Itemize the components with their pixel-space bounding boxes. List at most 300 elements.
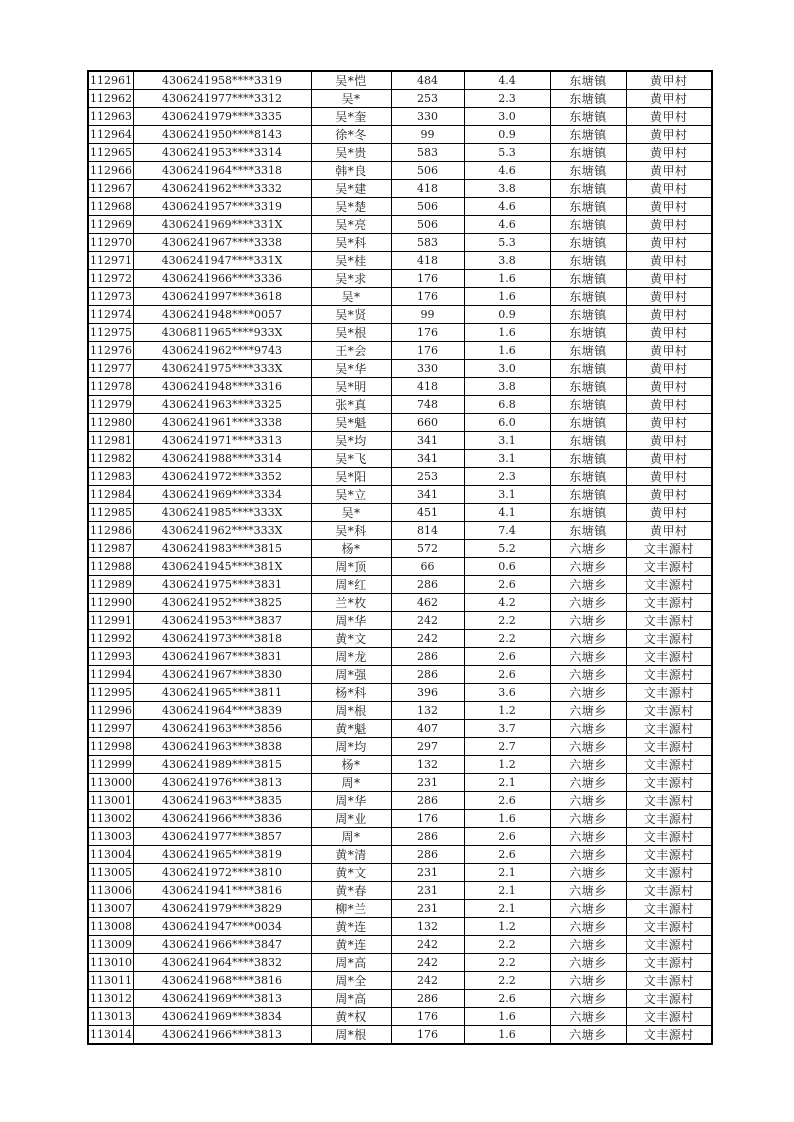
cell-id-number: 4306241963****3838: [133, 738, 311, 756]
cell-sequence-number: 112964: [88, 126, 133, 144]
cell-town: 东塘镇: [550, 396, 626, 414]
cell-village: 文丰源村: [626, 828, 712, 846]
table-row: [88, 234, 712, 252]
cell-town: 东塘镇: [550, 108, 626, 126]
cell-sequence-number: 112987: [88, 540, 133, 558]
cell-village: 文丰源村: [626, 684, 712, 702]
cell-name: 吴*奎: [311, 108, 391, 126]
table-row: [88, 936, 712, 954]
cell-name: 周*强: [311, 666, 391, 684]
cell-sequence-number: 112985: [88, 504, 133, 522]
cell-name: 吴*华: [311, 360, 391, 378]
table-row: [88, 540, 712, 558]
table-row: [88, 270, 712, 288]
table-row: [88, 342, 712, 360]
cell-id-number: 4306241979****3335: [133, 108, 311, 126]
cell-village: 文丰源村: [626, 990, 712, 1008]
cell-sequence-number: 113007: [88, 900, 133, 918]
cell-rate: 2.1: [464, 900, 550, 918]
cell-rate: 1.6: [464, 1026, 550, 1045]
table-row: [88, 306, 712, 324]
cell-rate: 3.1: [464, 486, 550, 504]
cell-village: 黄甲村: [626, 180, 712, 198]
cell-sequence-number: 113013: [88, 1008, 133, 1026]
cell-amount: 286: [391, 828, 464, 846]
cell-rate: 3.1: [464, 450, 550, 468]
cell-id-number: 4306241965****3819: [133, 846, 311, 864]
cell-sequence-number: 112990: [88, 594, 133, 612]
cell-town: 六塘乡: [550, 882, 626, 900]
cell-amount: 341: [391, 450, 464, 468]
cell-sequence-number: 112982: [88, 450, 133, 468]
table-row: [88, 990, 712, 1008]
cell-amount: 418: [391, 180, 464, 198]
cell-village: 黄甲村: [626, 270, 712, 288]
cell-sequence-number: 112983: [88, 468, 133, 486]
cell-amount: 132: [391, 702, 464, 720]
table-row: [88, 252, 712, 270]
cell-id-number: 4306241953****3837: [133, 612, 311, 630]
table-row: [88, 522, 712, 540]
cell-sequence-number: 113000: [88, 774, 133, 792]
cell-village: 黄甲村: [626, 198, 712, 216]
cell-town: 六塘乡: [550, 738, 626, 756]
cell-village: 文丰源村: [626, 756, 712, 774]
cell-name: 周*高: [311, 990, 391, 1008]
cell-sequence-number: 112961: [88, 71, 133, 90]
cell-id-number: 4306241962****333X: [133, 522, 311, 540]
cell-name: 吴*阳: [311, 468, 391, 486]
cell-village: 黄甲村: [626, 126, 712, 144]
cell-sequence-number: 112971: [88, 252, 133, 270]
cell-town: 六塘乡: [550, 774, 626, 792]
cell-village: 文丰源村: [626, 630, 712, 648]
cell-rate: 6.8: [464, 396, 550, 414]
table-row: [88, 648, 712, 666]
table-row: [88, 918, 712, 936]
cell-rate: 5.3: [464, 234, 550, 252]
cell-amount: 572: [391, 540, 464, 558]
cell-sequence-number: 113002: [88, 810, 133, 828]
cell-town: 东塘镇: [550, 504, 626, 522]
cell-town: 东塘镇: [550, 360, 626, 378]
cell-amount: 231: [391, 882, 464, 900]
table-row: [88, 594, 712, 612]
table-row: [88, 900, 712, 918]
cell-id-number: 4306241952****3825: [133, 594, 311, 612]
cell-sequence-number: 112965: [88, 144, 133, 162]
cell-id-number: 4306241967****3830: [133, 666, 311, 684]
cell-name: 周*龙: [311, 648, 391, 666]
cell-id-number: 4306241964****3839: [133, 702, 311, 720]
cell-town: 东塘镇: [550, 144, 626, 162]
cell-name: 吴*科: [311, 522, 391, 540]
cell-rate: 4.4: [464, 71, 550, 90]
cell-rate: 2.6: [464, 792, 550, 810]
cell-rate: 2.1: [464, 882, 550, 900]
cell-rate: 0.9: [464, 126, 550, 144]
cell-village: 黄甲村: [626, 324, 712, 342]
cell-sequence-number: 112972: [88, 270, 133, 288]
cell-name: 吴*贤: [311, 306, 391, 324]
cell-rate: 2.7: [464, 738, 550, 756]
cell-village: 黄甲村: [626, 396, 712, 414]
cell-rate: 3.8: [464, 180, 550, 198]
cell-town: 六塘乡: [550, 990, 626, 1008]
cell-amount: 286: [391, 666, 464, 684]
cell-sequence-number: 113005: [88, 864, 133, 882]
cell-village: 黄甲村: [626, 144, 712, 162]
table-row: [88, 126, 712, 144]
cell-name: 黄*春: [311, 882, 391, 900]
cell-town: 东塘镇: [550, 486, 626, 504]
cell-id-number: 4306241972****3810: [133, 864, 311, 882]
cell-name: 黄*文: [311, 630, 391, 648]
cell-village: 黄甲村: [626, 306, 712, 324]
cell-name: 黄*魁: [311, 720, 391, 738]
cell-name: 柳*兰: [311, 900, 391, 918]
cell-town: 东塘镇: [550, 306, 626, 324]
cell-amount: 462: [391, 594, 464, 612]
cell-id-number: 4306241958****3319: [133, 71, 311, 90]
cell-amount: 583: [391, 144, 464, 162]
cell-sequence-number: 112973: [88, 288, 133, 306]
cell-id-number: 4306241977****3857: [133, 828, 311, 846]
cell-sequence-number: 113012: [88, 990, 133, 1008]
cell-village: 文丰源村: [626, 846, 712, 864]
cell-town: 六塘乡: [550, 648, 626, 666]
table-row: [88, 360, 712, 378]
cell-rate: 2.6: [464, 846, 550, 864]
table-row: [88, 702, 712, 720]
cell-id-number: 4306241945****381X: [133, 558, 311, 576]
cell-rate: 1.6: [464, 342, 550, 360]
cell-rate: 4.1: [464, 504, 550, 522]
table-row: [88, 216, 712, 234]
cell-amount: 99: [391, 126, 464, 144]
cell-amount: 242: [391, 972, 464, 990]
cell-rate: 2.2: [464, 972, 550, 990]
cell-amount: 99: [391, 306, 464, 324]
cell-village: 黄甲村: [626, 162, 712, 180]
table-row: [88, 756, 712, 774]
cell-amount: 407: [391, 720, 464, 738]
cell-village: 文丰源村: [626, 900, 712, 918]
table-row: [88, 414, 712, 432]
cell-sequence-number: 112977: [88, 360, 133, 378]
cell-village: 黄甲村: [626, 234, 712, 252]
cell-town: 六塘乡: [550, 756, 626, 774]
cell-id-number: 4306241966****3336: [133, 270, 311, 288]
cell-sequence-number: 112981: [88, 432, 133, 450]
cell-id-number: 4306241950****8143: [133, 126, 311, 144]
cell-rate: 2.6: [464, 990, 550, 1008]
cell-name: 吴*魁: [311, 414, 391, 432]
cell-name: 吴*求: [311, 270, 391, 288]
cell-amount: 583: [391, 234, 464, 252]
cell-name: 吴*: [311, 288, 391, 306]
cell-town: 六塘乡: [550, 972, 626, 990]
cell-sequence-number: 112968: [88, 198, 133, 216]
cell-town: 东塘镇: [550, 468, 626, 486]
cell-id-number: 4306241969****3334: [133, 486, 311, 504]
cell-town: 六塘乡: [550, 594, 626, 612]
cell-id-number: 4306241941****3816: [133, 882, 311, 900]
cell-name: 黄*文: [311, 864, 391, 882]
cell-town: 六塘乡: [550, 900, 626, 918]
cell-id-number: 4306241966****3836: [133, 810, 311, 828]
cell-sequence-number: 112980: [88, 414, 133, 432]
cell-amount: 253: [391, 90, 464, 108]
table-row: [88, 396, 712, 414]
cell-sequence-number: 112999: [88, 756, 133, 774]
cell-id-number: 4306241966****3847: [133, 936, 311, 954]
cell-sequence-number: 112979: [88, 396, 133, 414]
cell-rate: 4.6: [464, 198, 550, 216]
table-row: [88, 720, 712, 738]
cell-village: 文丰源村: [626, 792, 712, 810]
cell-amount: 286: [391, 990, 464, 1008]
cell-rate: 1.6: [464, 324, 550, 342]
cell-amount: 176: [391, 270, 464, 288]
cell-town: 东塘镇: [550, 432, 626, 450]
cell-amount: 341: [391, 486, 464, 504]
cell-rate: 2.1: [464, 774, 550, 792]
cell-name: 王*会: [311, 342, 391, 360]
cell-amount: 506: [391, 162, 464, 180]
cell-village: 文丰源村: [626, 972, 712, 990]
cell-sequence-number: 112994: [88, 666, 133, 684]
cell-sequence-number: 112993: [88, 648, 133, 666]
cell-name: 周*: [311, 828, 391, 846]
cell-name: 吴*桂: [311, 252, 391, 270]
cell-name: 周*华: [311, 792, 391, 810]
cell-village: 黄甲村: [626, 360, 712, 378]
cell-town: 六塘乡: [550, 558, 626, 576]
cell-rate: 2.2: [464, 630, 550, 648]
cell-rate: 0.9: [464, 306, 550, 324]
cell-amount: 748: [391, 396, 464, 414]
cell-village: 黄甲村: [626, 378, 712, 396]
cell-amount: 231: [391, 864, 464, 882]
cell-town: 六塘乡: [550, 666, 626, 684]
cell-amount: 66: [391, 558, 464, 576]
cell-village: 文丰源村: [626, 648, 712, 666]
table-row: [88, 846, 712, 864]
cell-amount: 132: [391, 918, 464, 936]
cell-village: 黄甲村: [626, 90, 712, 108]
cell-name: 周*全: [311, 972, 391, 990]
cell-id-number: 4306241957****3319: [133, 198, 311, 216]
table-row: [88, 1008, 712, 1026]
cell-rate: 2.3: [464, 90, 550, 108]
cell-rate: 3.8: [464, 252, 550, 270]
table-row: [88, 612, 712, 630]
cell-rate: 2.6: [464, 828, 550, 846]
cell-rate: 1.2: [464, 756, 550, 774]
cell-sequence-number: 112989: [88, 576, 133, 594]
cell-name: 吴*亮: [311, 216, 391, 234]
cell-town: 东塘镇: [550, 450, 626, 468]
cell-sequence-number: 112997: [88, 720, 133, 738]
table-row: [88, 792, 712, 810]
cell-village: 黄甲村: [626, 252, 712, 270]
cell-rate: 1.2: [464, 702, 550, 720]
cell-id-number: 4306241963****3856: [133, 720, 311, 738]
cell-amount: 132: [391, 756, 464, 774]
cell-sequence-number: 112976: [88, 342, 133, 360]
cell-amount: 330: [391, 108, 464, 126]
cell-rate: 3.1: [464, 432, 550, 450]
cell-town: 六塘乡: [550, 810, 626, 828]
cell-amount: 176: [391, 810, 464, 828]
cell-village: 黄甲村: [626, 288, 712, 306]
cell-rate: 3.7: [464, 720, 550, 738]
cell-amount: 231: [391, 900, 464, 918]
cell-id-number: 4306811965****933X: [133, 324, 311, 342]
cell-amount: 451: [391, 504, 464, 522]
cell-name: 黄*连: [311, 936, 391, 954]
cell-sequence-number: 112998: [88, 738, 133, 756]
cell-town: 六塘乡: [550, 1026, 626, 1045]
cell-village: 文丰源村: [626, 1026, 712, 1045]
cell-amount: 418: [391, 252, 464, 270]
cell-rate: 4.6: [464, 162, 550, 180]
cell-name: 杨*科: [311, 684, 391, 702]
cell-rate: 0.6: [464, 558, 550, 576]
cell-id-number: 4306241989****3815: [133, 756, 311, 774]
cell-town: 东塘镇: [550, 288, 626, 306]
table-row: [88, 90, 712, 108]
cell-id-number: 4306241988****3314: [133, 450, 311, 468]
table-row: [88, 576, 712, 594]
cell-town: 东塘镇: [550, 90, 626, 108]
cell-town: 东塘镇: [550, 126, 626, 144]
cell-town: 东塘镇: [550, 234, 626, 252]
cell-sequence-number: 113001: [88, 792, 133, 810]
cell-name: 吴*恺: [311, 71, 391, 90]
cell-village: 黄甲村: [626, 108, 712, 126]
cell-id-number: 4306241948****0057: [133, 306, 311, 324]
cell-name: 周*华: [311, 612, 391, 630]
cell-id-number: 4306241968****3816: [133, 972, 311, 990]
cell-village: 文丰源村: [626, 558, 712, 576]
cell-village: 文丰源村: [626, 666, 712, 684]
cell-id-number: 4306241961****3338: [133, 414, 311, 432]
cell-name: 周*高: [311, 954, 391, 972]
cell-town: 六塘乡: [550, 540, 626, 558]
table-row: [88, 666, 712, 684]
cell-amount: 231: [391, 774, 464, 792]
table-row: [88, 144, 712, 162]
cell-village: 文丰源村: [626, 1008, 712, 1026]
cell-amount: 418: [391, 378, 464, 396]
cell-id-number: 4306241966****3813: [133, 1026, 311, 1045]
cell-sequence-number: 112966: [88, 162, 133, 180]
cell-village: 黄甲村: [626, 486, 712, 504]
cell-town: 东塘镇: [550, 378, 626, 396]
cell-amount: 506: [391, 216, 464, 234]
cell-village: 文丰源村: [626, 702, 712, 720]
cell-village: 黄甲村: [626, 522, 712, 540]
cell-rate: 2.6: [464, 576, 550, 594]
cell-rate: 6.0: [464, 414, 550, 432]
table-row: [88, 1026, 712, 1045]
cell-town: 六塘乡: [550, 576, 626, 594]
table-row: [88, 954, 712, 972]
cell-village: 文丰源村: [626, 576, 712, 594]
cell-rate: 3.6: [464, 684, 550, 702]
cell-amount: 330: [391, 360, 464, 378]
cell-town: 六塘乡: [550, 954, 626, 972]
cell-amount: 341: [391, 432, 464, 450]
table-row: [88, 558, 712, 576]
cell-name: 张*真: [311, 396, 391, 414]
cell-rate: 3.0: [464, 108, 550, 126]
table-row: [88, 738, 712, 756]
cell-amount: 286: [391, 576, 464, 594]
cell-id-number: 4306241964****3318: [133, 162, 311, 180]
cell-amount: 286: [391, 846, 464, 864]
cell-sequence-number: 112984: [88, 486, 133, 504]
cell-village: 文丰源村: [626, 594, 712, 612]
cell-name: 吴*: [311, 90, 391, 108]
cell-name: 吴*飞: [311, 450, 391, 468]
cell-town: 六塘乡: [550, 630, 626, 648]
cell-sequence-number: 112970: [88, 234, 133, 252]
cell-rate: 2.6: [464, 648, 550, 666]
cell-rate: 1.6: [464, 810, 550, 828]
cell-name: 吴*建: [311, 180, 391, 198]
cell-amount: 484: [391, 71, 464, 90]
cell-village: 文丰源村: [626, 612, 712, 630]
cell-sequence-number: 113003: [88, 828, 133, 846]
cell-id-number: 4306241948****3316: [133, 378, 311, 396]
cell-name: 周*根: [311, 1026, 391, 1045]
cell-rate: 3.8: [464, 378, 550, 396]
table-body: [88, 71, 712, 1044]
cell-name: 周*根: [311, 702, 391, 720]
cell-rate: 5.3: [464, 144, 550, 162]
table-row: [88, 288, 712, 306]
cell-village: 文丰源村: [626, 810, 712, 828]
cell-amount: 176: [391, 1026, 464, 1045]
cell-name: 吴*立: [311, 486, 391, 504]
cell-town: 东塘镇: [550, 216, 626, 234]
cell-town: 东塘镇: [550, 522, 626, 540]
table-row: [88, 198, 712, 216]
cell-village: 文丰源村: [626, 936, 712, 954]
cell-sequence-number: 112978: [88, 378, 133, 396]
cell-rate: 5.2: [464, 540, 550, 558]
cell-name: 吴*贵: [311, 144, 391, 162]
cell-name: 周*红: [311, 576, 391, 594]
cell-rate: 2.6: [464, 666, 550, 684]
cell-rate: 2.1: [464, 864, 550, 882]
cell-id-number: 4306241971****3313: [133, 432, 311, 450]
cell-id-number: 4306241969****331X: [133, 216, 311, 234]
cell-village: 文丰源村: [626, 954, 712, 972]
cell-sequence-number: 113014: [88, 1026, 133, 1045]
cell-village: 黄甲村: [626, 504, 712, 522]
cell-town: 六塘乡: [550, 720, 626, 738]
cell-sequence-number: 113009: [88, 936, 133, 954]
cell-name: 黄*连: [311, 918, 391, 936]
cell-id-number: 4306241962****9743: [133, 342, 311, 360]
table-row: [88, 864, 712, 882]
cell-id-number: 4306241977****3312: [133, 90, 311, 108]
cell-amount: 297: [391, 738, 464, 756]
